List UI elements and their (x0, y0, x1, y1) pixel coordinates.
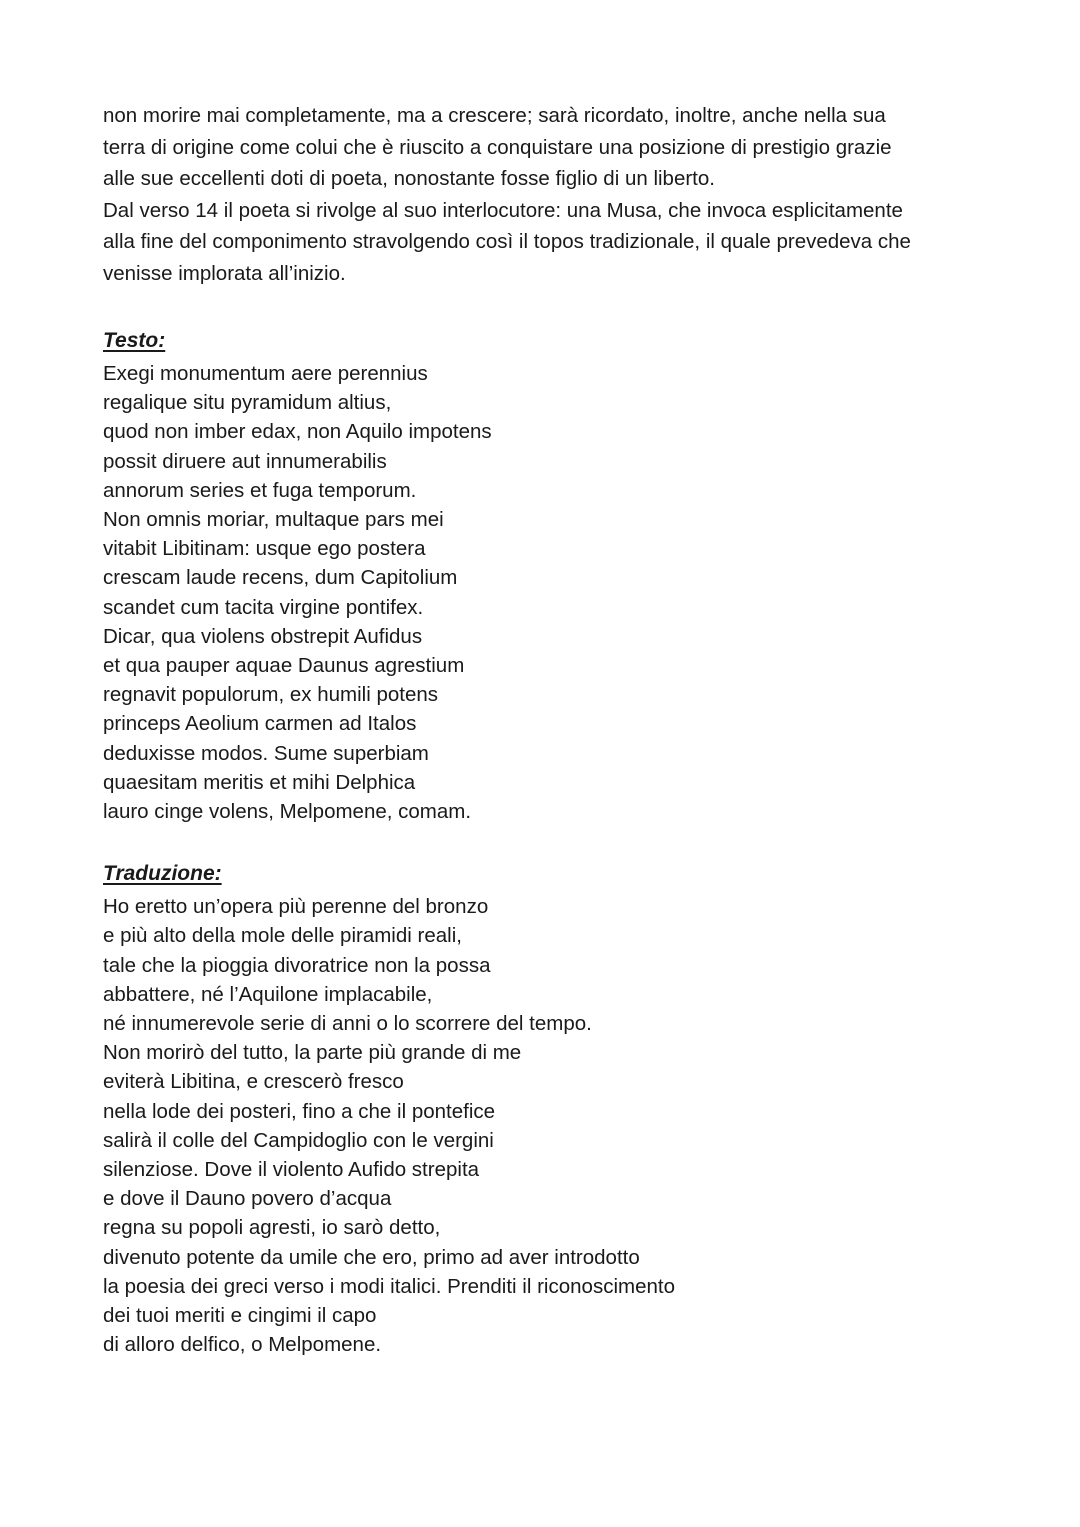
latin-verse: Non omnis moriar, multaque pars mei (103, 508, 444, 532)
translation-verse: tale che la pioggia divoratrice non la possa (103, 953, 491, 977)
latin-text (103, 359, 983, 826)
latin-verse: lauro cinge volens, Melpomene, comam. (103, 800, 472, 824)
latin-verse: Dicar, qua violens obstrepit Aufidus (103, 624, 423, 648)
latin-verse: deduxisse modos. Sume superbiam (103, 741, 429, 765)
latin-verse: scandet cum tacita virgine pontifex. (103, 595, 424, 619)
latin-verse: et qua pauper aquae Daunus agrestium (103, 654, 465, 678)
latin-verse: possit diruere aut innumerabilis (103, 449, 387, 473)
translation-verse: divenuto potente da umile che ero, primo ad aver introdotto (103, 1245, 640, 1269)
intro-line: venisse implorata all’inizio. (103, 261, 346, 285)
latin-verse: princeps Aeolium carmen ad Italos (103, 712, 417, 736)
translation-verse: eviterà Libitina, e crescerò fresco (103, 1070, 404, 1094)
latin-verse: crescam laude recens, dum Capitolium (103, 566, 458, 590)
latin-verse: regnavit populorum, ex humili potens (103, 683, 439, 707)
translation-verse: la poesia dei greci verso i modi italici. Prenditi il riconoscimento (103, 1274, 675, 1298)
testo-heading: Testo: (103, 329, 166, 352)
translation-verse: né innumerevole serie di anni o lo scorrere del tempo. (103, 1012, 592, 1036)
translation-text (103, 892, 983, 1359)
intro-paragraph (103, 100, 983, 289)
latin-verse: annorum series et fuga temporum. (103, 478, 417, 502)
translation-verse: salirà il colle del Campidoglio con le vergini (103, 1128, 494, 1152)
intro-line: terra di origine come colui che è riuscito a conquistare una posizione di prestigio grazie (103, 135, 892, 159)
translation-verse: regna su popoli agresti, io sarò detto, (103, 1216, 441, 1240)
intro-line: Dal verso 14 il poeta si rivolge al suo interlocutore: una Musa, che invoca esplicitamente (103, 198, 903, 222)
latin-verse: quod non imber edax, non Aquilo impotens (103, 420, 492, 444)
intro-line: non morire mai completamente, ma a crescere; sarà ricordato, inoltre, anche nella sua (103, 104, 886, 127)
translation-verse: nella lode dei posteri, fino a che il pontefice (103, 1099, 496, 1123)
latin-verse: quaesitam meritis et mihi Delphica (103, 770, 416, 794)
latin-verse: Exegi monumentum aere perennius (103, 362, 428, 385)
intro-line: alle sue eccellenti doti di poeta, nonostante fosse figlio di un liberto. (103, 167, 715, 190)
document-page (103, 100, 983, 1360)
translation-verse: e dove il Dauno povero d’acqua (103, 1187, 392, 1211)
translation-verse: di alloro delfico, o Melpomene. (103, 1333, 382, 1357)
translation-verse: dei tuoi meriti e cingimi il capo (103, 1304, 377, 1328)
intro-line: alla fine del componimento stravolgendo così il topos tradizionale, il quale prevedeva che (103, 230, 911, 253)
traduzione-heading: Traduzione: (103, 862, 222, 886)
translation-verse: Non morirò del tutto, la parte più grande di me (103, 1041, 522, 1065)
latin-verse: vitabit Libitinam: usque ego postera (103, 537, 426, 561)
translation-verse: silenziose. Dove il violento Aufido strepita (103, 1158, 480, 1182)
translation-verse: abbattere, né l’Aquilone implacabile, (103, 982, 433, 1006)
translation-verse: e più alto della mole delle piramidi reali, (103, 924, 462, 948)
translation-verse: Ho eretto un’opera più perenne del bronzo (103, 895, 489, 919)
latin-verse: regalique situ pyramidum altius, (103, 391, 392, 415)
